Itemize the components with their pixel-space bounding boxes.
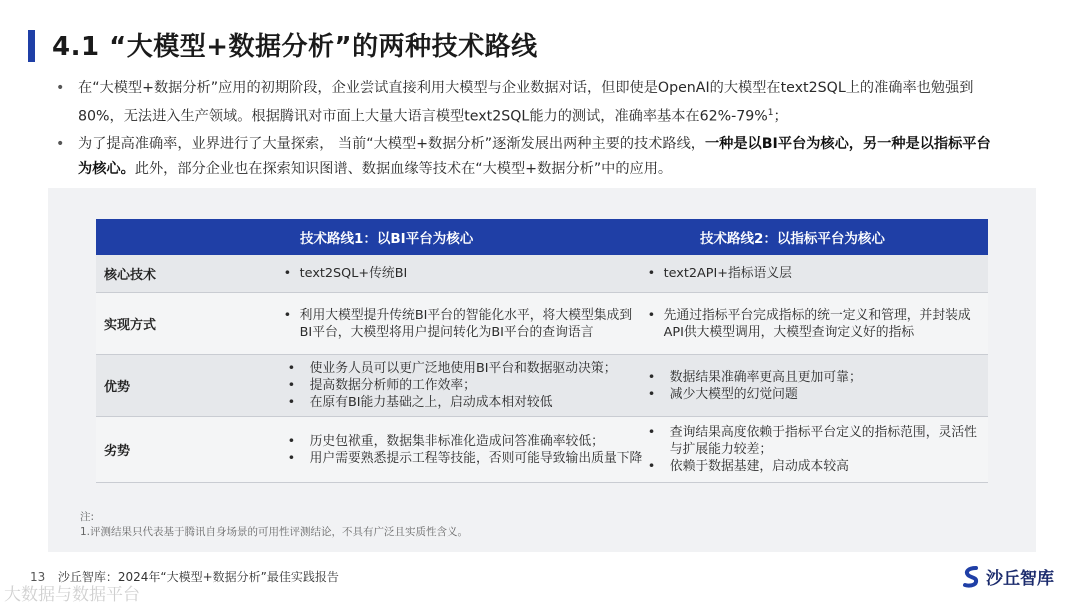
cell-list-item [280, 265, 408, 282]
route-1-cell [186, 355, 644, 416]
list-item-text: 利用大模型提升传统BI平台的智能化水平，将大模型集成到BI平台，大模型将用户提问转化为BI平台的查询语言 [299, 307, 633, 340]
cell-list-item [644, 424, 988, 458]
cell-list-item [644, 369, 862, 386]
list-bullet: • [647, 266, 656, 281]
cell-list-item [284, 377, 617, 394]
list-item-text: 查询结果高度依赖于指标平台定义的指标范围，灵活性与扩展能力较差； [669, 425, 977, 457]
row-label: 实现方式 [104, 318, 157, 333]
bullet-dot: • [56, 80, 65, 96]
list-bullet: • [287, 378, 296, 393]
header-route-2: 技术路线2：以指标平台为核心 [700, 231, 885, 247]
corner-watermark: 大数据与数据平台 [4, 585, 140, 605]
route-2-cell [644, 293, 988, 354]
footer-text: 沙丘智库：2024年“大模型+数据分析”最佳实践报告 [57, 570, 339, 584]
list-item-text: text2API+指标语义层 [663, 266, 792, 281]
note-line-1: 1.评测结果只代表基于腾讯自身场景的可用性评测结论，不具有广泛且实质性含义。 [80, 526, 469, 538]
page-title: 4.1 “大模型+数据分析”的两种技术路线 [52, 32, 538, 62]
cell-list [644, 369, 862, 403]
cell-list-item [644, 307, 988, 341]
list-bullet: • [283, 266, 292, 281]
cell-list-item [644, 458, 988, 475]
cell-list [644, 265, 792, 282]
cell-list-item [284, 394, 617, 411]
brand-logo-text: 沙丘智库 [986, 569, 1054, 589]
bullet-2 [52, 132, 1000, 182]
table-body [96, 255, 988, 483]
cell-list-item [284, 450, 643, 467]
footer [30, 568, 339, 585]
list-bullet: • [647, 386, 656, 402]
route-2-cell [644, 355, 988, 416]
bullet-dot: • [56, 135, 65, 152]
intro-bullets [52, 76, 1000, 184]
list-bullet: • [287, 395, 296, 410]
footnote [80, 510, 468, 540]
bullet-1 [52, 76, 1000, 130]
brand-logo-icon [962, 566, 982, 588]
table-header [96, 219, 988, 255]
list-bullet: • [647, 459, 656, 474]
list-bullet: • [647, 307, 656, 323]
list-item-text: 用户需要熟悉提示工程等技能，否则可能导致输出质量下降 [309, 450, 643, 466]
list-bullet: • [287, 450, 296, 466]
page-number: 13 [30, 570, 46, 584]
bullet-2-post: 此外，部分企业也在探索知识图谱、数据血缘等技术在“大模型+数据分析”中的应用。 [134, 160, 673, 177]
header-route-1: 技术路线1：以BI平台为核心 [300, 231, 474, 247]
table-row [96, 255, 988, 293]
brand-logo [962, 564, 1054, 589]
cell-list [644, 424, 988, 475]
comparison-table [96, 219, 988, 483]
footnote-ref: 1 [767, 108, 774, 118]
list-bullet: • [287, 433, 296, 449]
cell-list-item [284, 360, 617, 377]
cell-list [284, 433, 643, 467]
list-item-text: 先通过指标平台完成指标的统一定义和管理，并封装成API供大模型调用，大模型查询定义好的指标 [663, 307, 971, 340]
list-bullet: • [647, 369, 656, 385]
list-bullet: • [647, 425, 656, 440]
cell-list [644, 307, 988, 341]
note-label: 注: [80, 511, 95, 523]
row-label: 核心技术 [104, 268, 157, 283]
list-item-text: 依赖于数据基建，启动成本较高 [669, 459, 849, 474]
row-label: 优势 [104, 380, 131, 395]
title-accent-bar [28, 30, 35, 62]
list-item-text: 减少大模型的幻觉问题 [669, 386, 798, 402]
list-item-text: text2SQL+传统BI [299, 266, 408, 281]
cell-list-item [644, 265, 792, 282]
cell-list-item [644, 386, 862, 403]
table-row [96, 355, 988, 417]
route-1-cell [186, 417, 644, 482]
bullet-1-text: 在“大模型+数据分析”应用的初期阶段，企业尝试直接利用大模型与企业数据对话，但即使是OpenAI的大模型在text2SQL上的准确率也勉强到80%，无法进入生产领域。根据腾讯对市面上大量大语言模型text2SQL能力的测试，准确率基本在62%-79% [78, 80, 974, 125]
cell-list-item [280, 307, 644, 341]
table-row [96, 293, 988, 355]
cell-list [280, 307, 644, 341]
list-item-text: 数据结果准确率更高且更加可靠； [669, 369, 862, 385]
route-1-cell [186, 255, 644, 292]
list-item-text: 提高数据分析师的工作效率； [309, 378, 476, 393]
list-bullet: • [287, 361, 296, 376]
bullet-2-pre: 为了提高准确率，业界进行了大量探索， 当前“大模型+数据分析”逐渐发展出两种主要的技术路线， [78, 135, 705, 152]
list-bullet: • [283, 307, 292, 323]
bullet-1-end: ； [773, 108, 788, 125]
route-2-cell [644, 417, 988, 482]
cell-list-item [284, 433, 643, 450]
list-item-text: 在原有BI能力基础之上，启动成本相对较低 [309, 395, 553, 410]
row-label: 劣势 [104, 444, 131, 459]
list-item-text: 使业务人员可以更广泛地使用BI平台和数据驱动决策； [309, 361, 617, 376]
route-2-cell [644, 255, 988, 292]
route-1-cell [186, 293, 644, 354]
bullet-2-bold: 一种是以BI平台为核心，另一种是以指标平台为核心。 [78, 135, 991, 177]
list-item-text: 历史包袱重，数据集非标准化造成问答准确率较低； [309, 433, 604, 449]
table-row [96, 417, 988, 483]
cell-list [284, 360, 617, 411]
cell-list [280, 265, 408, 282]
